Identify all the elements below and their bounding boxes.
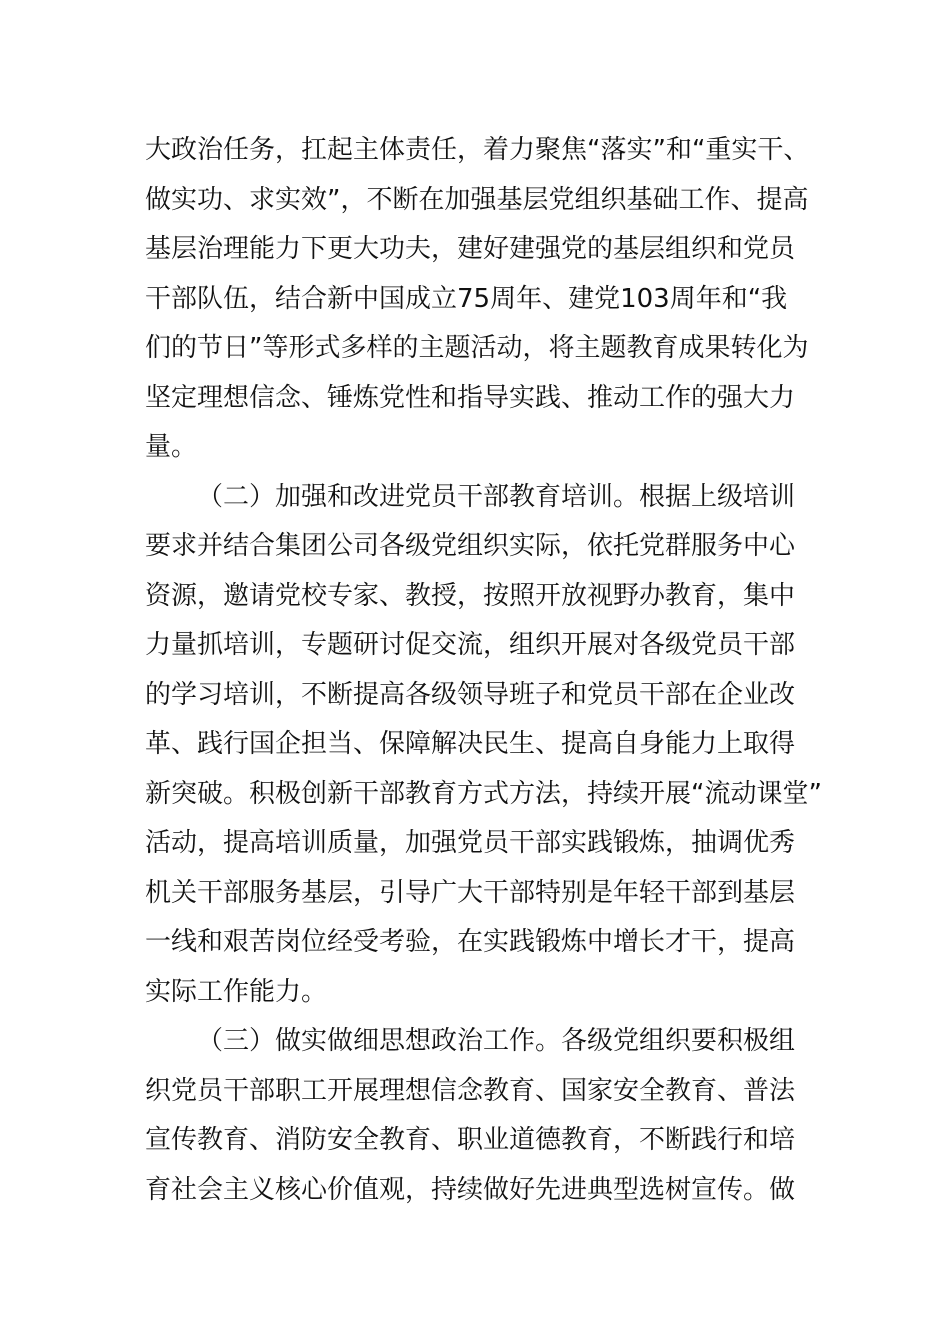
- text-line: 资源，邀请党校专家、教授，按照开放视野办教育，集中: [145, 580, 796, 611]
- section-heading-line: （三）做实做细思想政治工作。各级党组织要积极组: [197, 1026, 796, 1056]
- text-line: 力量抓培训，专题研讨促交流，组织开展对各级党员干部: [145, 630, 796, 660]
- body-text: [145, 126, 822, 1215]
- text-line: 织党员干部职工开展理想信念教育、国家安全教育、普法: [145, 1075, 796, 1106]
- text-line: 量。: [145, 432, 198, 462]
- text-line: 的学习培训，不断提高各级领导班子和党员干部在企业改: [145, 679, 796, 710]
- text-line: 育社会主义核心价值观，持续做好先进典型选树宣传。做: [145, 1174, 796, 1205]
- text-line: 坚定理想信念、锤炼党性和指导实践、推动工作的强大力: [145, 382, 796, 413]
- text-line: 们的节日”等形式多样的主题活动，将主题教育成果转化为: [145, 333, 809, 363]
- section-heading-line: （二）加强和改进党员干部教育培训。根据上级培训: [197, 481, 796, 512]
- text-line: 宣传教育、消防安全教育、职业道德教育，不断践行和培: [145, 1125, 796, 1155]
- text-line: 基层治理能力下更大功夫，建好建强党的基层组织和党员: [145, 234, 796, 264]
- text-line: 做实功、求实效”，不断在加强基层党组织基础工作、提高: [145, 184, 809, 215]
- text-line: 机关干部服务基层，引导广大干部特别是年轻干部到基层: [145, 877, 796, 908]
- text-line: 大政治任务，扛起主体责任，着力聚焦“落实”和“重实干、: [145, 135, 810, 165]
- text-line: 一线和艰苦岗位经受考验，在实践锻炼中增长才干，提高: [145, 927, 796, 957]
- text-line: 要求并结合集团公司各级党组织实际，依托党群服务中心: [145, 531, 796, 561]
- text-line: 革、践行国企担当、保障解决民生、提高自身能力上取得: [145, 729, 796, 759]
- text-line: 实际工作能力。: [145, 976, 328, 1007]
- text-line: 新突破。积极创新干部教育方式方法，持续开展“流动课堂”: [145, 778, 822, 809]
- text-line: 干部队伍，结合新中国成立75周年、建党103周年和“我: [145, 283, 788, 314]
- text-line: 活动，提高培训质量，加强党员干部实践锻炼，抽调优秀: [145, 828, 796, 858]
